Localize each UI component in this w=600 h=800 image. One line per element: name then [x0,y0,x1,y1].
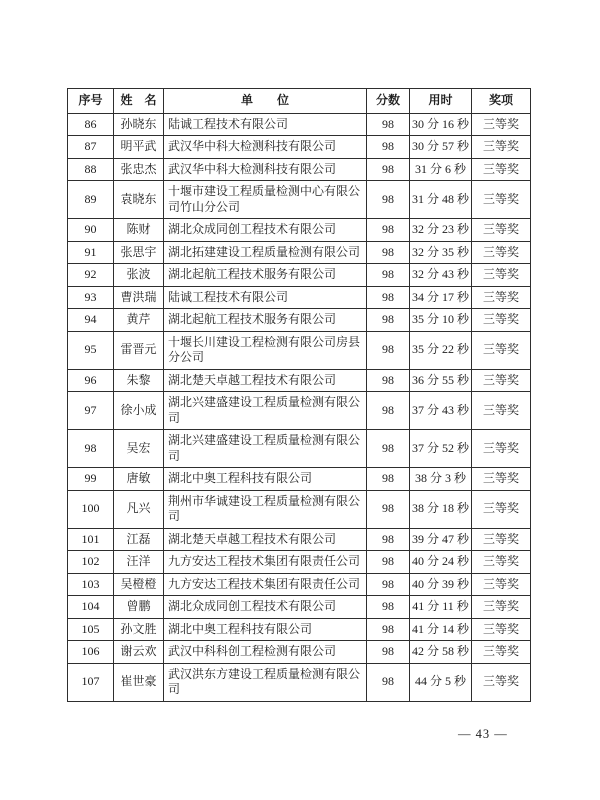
cell-unit: 武汉洪东方建设工程质量检测有限公司 [164,663,367,701]
cell-index: 94 [68,309,114,332]
cell-index: 91 [68,241,114,264]
cell-name: 凡兴 [114,490,164,528]
cell-score: 98 [367,369,410,392]
cell-award: 三等奖 [472,641,531,664]
cell-time: 31 分 48 秒 [410,181,472,219]
cell-score: 98 [367,331,410,369]
cell-unit: 武汉华中科大检测科技有限公司 [164,158,367,181]
cell-name: 江磊 [114,528,164,551]
table-row [68,490,531,528]
cell-name: 陈财 [114,219,164,242]
cell-time: 38 分 18 秒 [410,490,472,528]
cell-time: 42 分 58 秒 [410,641,472,664]
cell-time: 35 分 22 秒 [410,331,472,369]
cell-unit: 湖北兴建盛建设工程质量检测有限公司 [164,430,367,468]
cell-score: 98 [367,528,410,551]
cell-award: 三等奖 [472,331,531,369]
table-row [68,241,531,264]
table-row [68,331,531,369]
cell-name: 汪洋 [114,551,164,574]
cell-score: 98 [367,181,410,219]
cell-unit: 湖北众成同创工程技术有限公司 [164,596,367,619]
cell-index: 105 [68,618,114,641]
cell-score: 98 [367,136,410,159]
column-header-index: 序号 [68,89,114,114]
cell-time: 40 分 39 秒 [410,573,472,596]
cell-unit: 武汉中科科创工程检测有限公司 [164,641,367,664]
table-row [68,136,531,159]
table-row [68,573,531,596]
column-header-name: 姓 名 [114,89,164,114]
cell-time: 34 分 17 秒 [410,286,472,309]
column-header-award: 奖项 [472,89,531,114]
cell-award: 三等奖 [472,430,531,468]
cell-index: 89 [68,181,114,219]
table-row [68,596,531,619]
cell-time: 39 分 47 秒 [410,528,472,551]
cell-unit: 湖北中奥工程科技有限公司 [164,468,367,491]
cell-name: 曹洪瑞 [114,286,164,309]
cell-unit: 湖北兴建盛建设工程质量检测有限公司 [164,392,367,430]
cell-score: 98 [367,618,410,641]
cell-time: 36 分 55 秒 [410,369,472,392]
cell-unit: 荆州市华诚建设工程质量检测有限公司 [164,490,367,528]
cell-award: 三等奖 [472,369,531,392]
table-header-row [68,89,531,114]
cell-award: 三等奖 [472,113,531,136]
cell-time: 41 分 14 秒 [410,618,472,641]
cell-award: 三等奖 [472,573,531,596]
cell-name: 徐小成 [114,392,164,430]
cell-name: 崔世豪 [114,663,164,701]
cell-name: 明平武 [114,136,164,159]
cell-score: 98 [367,468,410,491]
table-row [68,641,531,664]
cell-award: 三等奖 [472,181,531,219]
cell-index: 102 [68,551,114,574]
cell-index: 103 [68,573,114,596]
cell-index: 86 [68,113,114,136]
cell-unit: 湖北楚天卓越工程技术有限公司 [164,369,367,392]
table-row [68,392,531,430]
cell-time: 44 分 5 秒 [410,663,472,701]
cell-score: 98 [367,241,410,264]
cell-award: 三等奖 [472,136,531,159]
column-header-score: 分数 [367,89,410,114]
cell-index: 99 [68,468,114,491]
cell-time: 32 分 43 秒 [410,264,472,287]
cell-name: 唐敏 [114,468,164,491]
cell-award: 三等奖 [472,392,531,430]
cell-unit: 湖北众成同创工程技术有限公司 [164,219,367,242]
cell-index: 101 [68,528,114,551]
cell-score: 98 [367,663,410,701]
cell-award: 三等奖 [472,551,531,574]
cell-award: 三等奖 [472,309,531,332]
cell-time: 30 分 16 秒 [410,113,472,136]
table-row [68,181,531,219]
cell-name: 曾鹏 [114,596,164,619]
cell-score: 98 [367,113,410,136]
cell-index: 96 [68,369,114,392]
table-row [68,113,531,136]
cell-name: 雷晋元 [114,331,164,369]
cell-score: 98 [367,490,410,528]
cell-award: 三等奖 [472,241,531,264]
cell-score: 98 [367,551,410,574]
cell-score: 98 [367,430,410,468]
results-table [67,88,531,702]
cell-unit: 十堰市建设工程质量检测中心有限公司竹山分公司 [164,181,367,219]
cell-index: 92 [68,264,114,287]
cell-index: 107 [68,663,114,701]
cell-unit: 陆诚工程技术有限公司 [164,113,367,136]
table-row [68,551,531,574]
table-row [68,528,531,551]
cell-index: 106 [68,641,114,664]
cell-index: 100 [68,490,114,528]
cell-unit: 湖北拓建建设工程质量检测有限公司 [164,241,367,264]
cell-award: 三等奖 [472,158,531,181]
table-row [68,158,531,181]
cell-award: 三等奖 [472,596,531,619]
cell-time: 31 分 6 秒 [410,158,472,181]
column-header-time: 用时 [410,89,472,114]
cell-award: 三等奖 [472,528,531,551]
table-row [68,369,531,392]
cell-unit: 十堰长川建设工程检测有限公司房县分公司 [164,331,367,369]
table-row [68,468,531,491]
cell-score: 98 [367,219,410,242]
cell-score: 98 [367,392,410,430]
cell-score: 98 [367,264,410,287]
cell-time: 40 分 24 秒 [410,551,472,574]
cell-unit: 陆诚工程技术有限公司 [164,286,367,309]
column-header-unit: 单 位 [164,89,367,114]
cell-name: 谢云欢 [114,641,164,664]
table-row [68,309,531,332]
cell-time: 30 分 57 秒 [410,136,472,159]
cell-index: 93 [68,286,114,309]
cell-award: 三等奖 [472,264,531,287]
cell-award: 三等奖 [472,663,531,701]
cell-name: 孙文胜 [114,618,164,641]
cell-time: 41 分 11 秒 [410,596,472,619]
cell-time: 38 分 3 秒 [410,468,472,491]
cell-index: 88 [68,158,114,181]
cell-score: 98 [367,573,410,596]
cell-unit: 九方安达工程技术集团有限责任公司 [164,551,367,574]
cell-unit: 湖北中奥工程科技有限公司 [164,618,367,641]
cell-time: 37 分 43 秒 [410,392,472,430]
cell-name: 吴橙橙 [114,573,164,596]
cell-score: 98 [367,596,410,619]
cell-index: 98 [68,430,114,468]
cell-name: 吴宏 [114,430,164,468]
cell-name: 朱黎 [114,369,164,392]
cell-index: 90 [68,219,114,242]
table-row [68,663,531,701]
cell-unit: 湖北起航工程技术服务有限公司 [164,309,367,332]
cell-index: 87 [68,136,114,159]
results-table-body [68,113,531,701]
cell-unit: 湖北楚天卓越工程技术有限公司 [164,528,367,551]
cell-time: 35 分 10 秒 [410,309,472,332]
cell-name: 孙晓东 [114,113,164,136]
cell-time: 32 分 35 秒 [410,241,472,264]
cell-score: 98 [367,158,410,181]
cell-name: 袁晓东 [114,181,164,219]
cell-time: 32 分 23 秒 [410,219,472,242]
cell-time: 37 分 52 秒 [410,430,472,468]
cell-index: 97 [68,392,114,430]
cell-index: 95 [68,331,114,369]
page-number: — 43 — [458,727,508,741]
cell-award: 三等奖 [472,219,531,242]
cell-name: 黄芹 [114,309,164,332]
cell-award: 三等奖 [472,286,531,309]
table-row [68,286,531,309]
table-row [68,219,531,242]
cell-unit: 武汉华中科大检测科技有限公司 [164,136,367,159]
cell-name: 张忠杰 [114,158,164,181]
cell-name: 张波 [114,264,164,287]
table-row [68,430,531,468]
cell-score: 98 [367,286,410,309]
cell-name: 张思宇 [114,241,164,264]
cell-award: 三等奖 [472,490,531,528]
cell-award: 三等奖 [472,468,531,491]
cell-score: 98 [367,309,410,332]
cell-index: 104 [68,596,114,619]
cell-award: 三等奖 [472,618,531,641]
cell-unit: 湖北起航工程技术服务有限公司 [164,264,367,287]
cell-unit: 九方安达工程技术集团有限责任公司 [164,573,367,596]
table-row [68,618,531,641]
table-row [68,264,531,287]
cell-score: 98 [367,641,410,664]
